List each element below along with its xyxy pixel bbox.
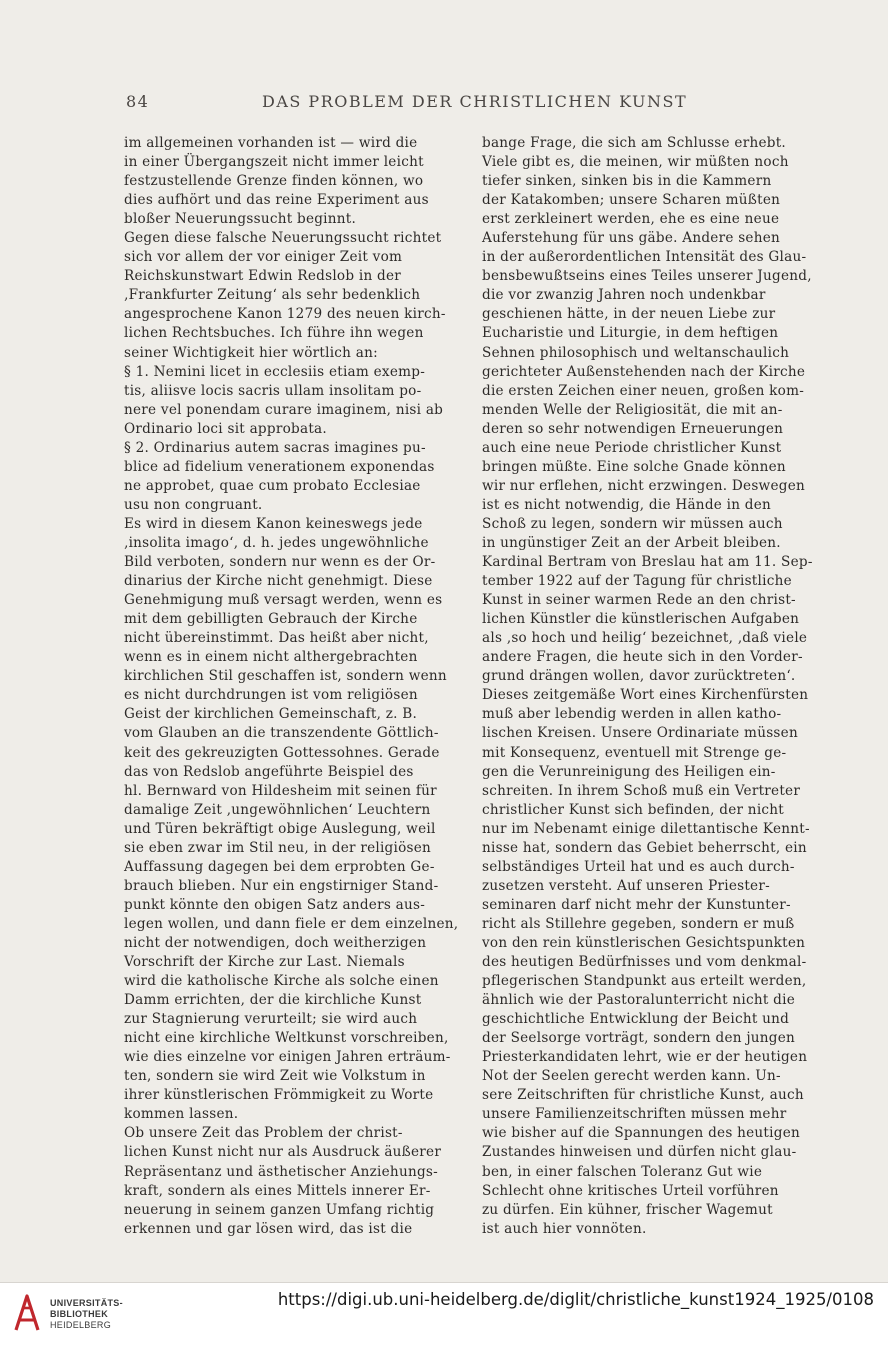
- left-line: kirchlichen Stil geschaffen ist, sondern wenn: [124, 668, 447, 685]
- right-line: Viele gibt es, die meinen, wir müßten noch: [482, 154, 789, 171]
- institution-line-1: UNIVERSITÄTS-: [50, 1298, 123, 1308]
- left-line: sie eben zwar im Stil neu, in der religiösen: [124, 839, 432, 856]
- left-line: nere vel ponendam curare imaginem, nisi ab: [124, 401, 444, 418]
- right-line: von den rein künstlerischen Gesichtspunkten: [482, 934, 806, 951]
- left-line: legen wollen, und dann fiele er dem einzelnen,: [124, 915, 459, 932]
- left-line: im allgemeinen vorhanden ist — wird die: [124, 135, 418, 151]
- left-line: blice ad fidelium venerationem exponendas: [124, 458, 435, 475]
- left-line: sich vor allem der vor einiger Zeit vom: [124, 249, 403, 266]
- right-line: menden Welle der Religiosität, die mit an-: [482, 401, 783, 418]
- right-line: muß aber lebendig werden in allen katho-: [482, 706, 782, 723]
- left-line: neuerung in seinem ganzen Umfang richtig: [124, 1201, 435, 1218]
- right-line: bensbewußtseins eines Teiles unserer Jugend,: [482, 268, 812, 285]
- left-line: Damm errichten, der die kirchliche Kunst: [124, 992, 422, 1009]
- right-line: gen die Verunreinigung des Heiligen ein-: [482, 763, 776, 780]
- left-text-column: [124, 134, 462, 1239]
- right-line: des heutigen Bedürfnisses und vom denkmal-: [482, 954, 807, 971]
- left-line: Geist der kirchlichen Gemeinschaft, z. B.: [124, 706, 418, 723]
- right-line: Not der Seelen gerecht werden kann. Un-: [482, 1068, 781, 1085]
- right-line: Auferstehung für uns gäbe. Andere sehen: [482, 230, 781, 247]
- left-line: zur Stagnierung verurteilt; sie wird auch: [124, 1011, 418, 1028]
- right-line: Schlecht ohne kritisches Urteil vorführen: [482, 1182, 779, 1199]
- right-line: der Katakomben; unsere Scharen müßten: [482, 192, 781, 209]
- left-line: Auffassung dagegen bei dem erprobten Ge-: [124, 858, 435, 875]
- right-line: ist es nicht notwendig, die Hände in den: [482, 496, 772, 513]
- right-line: grund drängen wollen, davor zurücktreten‘.: [482, 668, 796, 685]
- right-line: sere Zeitschriften für christliche Kunst, auch: [482, 1087, 804, 1104]
- right-line: Kardinal Bertram von Breslau hat am 11. Sep-: [482, 554, 813, 571]
- left-line: lichen Rechtsbuches. Ich führe ihn wegen: [124, 325, 424, 342]
- right-line: selbständiges Urteil hat und es auch durch-: [482, 858, 795, 875]
- running-title: DAS PROBLEM DER CHRISTLICHEN KUNST: [262, 92, 688, 111]
- institution-name: [50, 1298, 123, 1331]
- right-line: tiefer sinken, sinken bis in die Kammern: [482, 173, 772, 190]
- left-line: hl. Bernward von Hildesheim mit seinen für: [124, 782, 437, 799]
- left-line: wie dies einzelne vor einigen Jahren erträum-: [124, 1049, 451, 1066]
- institution-line-2: BIBLIOTHEK: [50, 1309, 108, 1319]
- right-line: erst zerkleinert werden, ehe es eine neue: [482, 211, 780, 228]
- right-line: bange Frage, die sich am Schlusse erhebt.: [482, 135, 786, 151]
- right-line: deren so sehr notwendigen Erneuerungen: [482, 420, 784, 437]
- right-line: als ‚so hoch und heilig‘ bezeichnet, ‚daß viele: [482, 630, 808, 647]
- left-line: Vorschrift der Kirche zur Last. Niemals: [124, 954, 405, 971]
- left-line: Es wird in diesem Kanon keineswegs jede: [124, 515, 423, 532]
- left-line: Ob unsere Zeit das Problem der christ-: [124, 1125, 403, 1142]
- right-line: Priesterkandidaten lehrt, wie er der heutigen: [482, 1049, 808, 1066]
- right-line: gerichteter Außenstehenden nach der Kirche: [482, 363, 806, 380]
- left-line: Ordinario loci sit approbata.: [124, 420, 327, 437]
- left-line: wenn es in einem nicht althergebrachten: [124, 649, 418, 666]
- left-line: Bild verboten, sondern nur wenn es der Or-: [124, 554, 436, 571]
- left-line: dinarius der Kirche nicht genehmigt. Diese: [124, 573, 433, 590]
- right-line: Eucharistie und Liturgie, in dem heftigen: [482, 325, 779, 342]
- right-line: ben, in einer falschen Toleranz Gut wie: [482, 1163, 763, 1180]
- right-line: ähnlich wie der Pastoralunterricht nicht die: [482, 992, 795, 1009]
- right-line: geschichtliche Entwicklung der Beicht und: [482, 1011, 790, 1028]
- left-line: es nicht durchdrungen ist vom religiösen: [124, 687, 418, 704]
- right-line: auch eine neue Periode christlicher Kunst: [482, 439, 782, 456]
- right-line: unsere Familienzeitschriften müssen mehr: [482, 1106, 787, 1123]
- left-line: brauch blieben. Nur ein engstirniger Stand-: [124, 877, 439, 894]
- left-line: punkt könnte den obigen Satz anders aus-: [124, 896, 426, 913]
- left-line: vom Glauben an die transzendente Göttlich-: [124, 725, 439, 742]
- right-line: Sehnen philosophisch und weltanschaulich: [482, 344, 790, 361]
- right-line: christlicher Kunst sich befinden, der nicht: [482, 801, 784, 818]
- left-line: in einer Übergangszeit nicht immer leicht: [124, 154, 424, 171]
- left-line: nicht der notwendigen, doch weitherzigen: [124, 934, 427, 951]
- right-line: tember 1922 auf der Tagung für christliche: [482, 573, 792, 590]
- right-line: Kunst in seiner warmen Rede an den christ-: [482, 592, 796, 609]
- left-line: seiner Wichtigkeit hier wörtlich an:: [124, 344, 378, 361]
- left-line: nicht eine kirchliche Weltkunst vorschreiben,: [124, 1030, 449, 1047]
- right-line: ist auch hier vonnöten.: [482, 1220, 647, 1237]
- left-line: ten, sondern sie wird Zeit wie Volkstum in: [124, 1068, 426, 1085]
- page-header: [126, 92, 826, 116]
- left-line: § 1. Nemini licet in ecclesiis etiam exemp-: [124, 363, 426, 380]
- left-line: nicht übereinstimmt. Das heißt aber nicht,: [124, 630, 429, 647]
- right-line: richt als Stillehre gegeben, sondern er muß: [482, 915, 795, 932]
- right-line: der Seelsorge vorträgt, sondern den jungen: [482, 1030, 796, 1047]
- left-line: und Türen bekräftigt obige Auslegung, weil: [124, 820, 436, 837]
- left-line: Reichskunstwart Edwin Redslob in der: [124, 268, 402, 285]
- left-line: damalige Zeit ‚ungewöhnlichen‘ Leuchtern: [124, 801, 431, 818]
- heidelberg-library-logo-icon: [12, 1290, 42, 1336]
- left-line: erkennen und gar lösen wird, das ist die: [124, 1220, 413, 1237]
- right-line: seminaren darf nicht mehr der Kunstunter-: [482, 896, 791, 913]
- left-line: das von Redslob angeführte Beispiel des: [124, 763, 414, 780]
- right-line: die ersten Zeichen einer neuen, großen kom-: [482, 382, 805, 399]
- left-line: ihrer künstlerischen Frömmigkeit zu Worte: [124, 1087, 434, 1104]
- right-text-column: [482, 134, 820, 1239]
- right-line: lischen Kreisen. Unsere Ordinariate müssen: [482, 725, 798, 742]
- right-line: pflegerischen Standpunkt aus erteilt werden,: [482, 973, 807, 990]
- right-line: zusetzen versteht. Auf unseren Priester-: [482, 877, 770, 894]
- right-line: andere Fragen, die heute sich in den Vorder-: [482, 649, 803, 666]
- right-line: in der außerordentlichen Intensität des Glau-: [482, 249, 807, 266]
- left-line: keit des gekreuzigten Gottessohnes. Gerade: [124, 744, 440, 761]
- right-line: bringen müßte. Eine solche Gnade können: [482, 458, 786, 475]
- right-line: in ungünstiger Zeit an der Arbeit bleiben.: [482, 534, 781, 551]
- left-line: bloßer Neuerungssucht beginnt.: [124, 211, 357, 228]
- right-line: nur im Nebenamt einige dilettantische Kennt-: [482, 820, 810, 837]
- right-line: die vor zwanzig Jahren noch undenkbar: [482, 287, 766, 304]
- left-line: lichen Kunst nicht nur als Ausdruck äußerer: [124, 1144, 442, 1161]
- left-line: Genehmigung muß versagt werden, wenn es: [124, 592, 443, 609]
- right-line: Dieses zeitgemäße Wort eines Kirchenfürsten: [482, 687, 809, 704]
- left-line: ‚Frankfurter Zeitung‘ als sehr bedenklich: [124, 287, 421, 304]
- left-line: usu non congruant.: [124, 496, 263, 513]
- right-line: schreiten. In ihrem Schoß muß ein Vertreter: [482, 782, 801, 799]
- left-line: ne approbet, quae cum probato Ecclesiae: [124, 477, 421, 494]
- institution-line-3: HEIDELBERG: [50, 1320, 112, 1330]
- left-line: tis, aliisve locis sacris ullam insolitam po-: [124, 382, 422, 399]
- left-line: mit dem gebilligten Gebrauch der Kirche: [124, 611, 418, 628]
- left-line: Repräsentanz und ästhetischer Anziehungs-: [124, 1163, 438, 1180]
- left-line: § 2. Ordinarius autem sacras imagines pu-: [124, 439, 426, 456]
- left-line: kraft, sondern als eines Mittels innerer Er-: [124, 1182, 431, 1199]
- right-line: wir nur erflehen, nicht erzwingen. Deswegen: [482, 477, 805, 494]
- right-line: Schoß zu legen, sondern wir müssen auch: [482, 515, 783, 532]
- left-line: kommen lassen.: [124, 1106, 239, 1123]
- right-line: zu dürfen. Ein kühner, frischer Wagemut: [482, 1201, 773, 1218]
- right-line: nisse hat, sondern das Gebiet beherrscht, ein: [482, 839, 807, 856]
- left-line: festzustellende Grenze finden können, wo: [124, 173, 424, 190]
- left-line: angesprochene Kanon 1279 des neuen kirch-: [124, 306, 446, 323]
- left-line: ‚insolita imago‘, d. h. jedes ungewöhnliche: [124, 534, 429, 551]
- permalink-url[interactable]: https://digi.ub.uni-heidelberg.de/diglit/christliche_kunst1924_1925/0108: [277, 1290, 874, 1309]
- left-line: wird die katholische Kirche als solche einen: [124, 973, 439, 990]
- left-line: Gegen diese falsche Neuerungssucht richtet: [124, 230, 442, 247]
- page-number: 84: [126, 92, 150, 111]
- left-line: dies aufhört und das reine Experiment aus: [124, 192, 429, 209]
- right-line: Zustandes hinweisen und dürfen nicht glau-: [482, 1144, 797, 1161]
- right-line: lichen Künstler die künstlerischen Aufgaben: [482, 611, 800, 628]
- right-line: geschienen hätte, in der neuen Liebe zur: [482, 306, 776, 323]
- right-line: wie bisher auf die Spannungen des heutigen: [482, 1125, 800, 1142]
- right-line: mit Konsequenz, eventuell mit Strenge ge-: [482, 744, 787, 761]
